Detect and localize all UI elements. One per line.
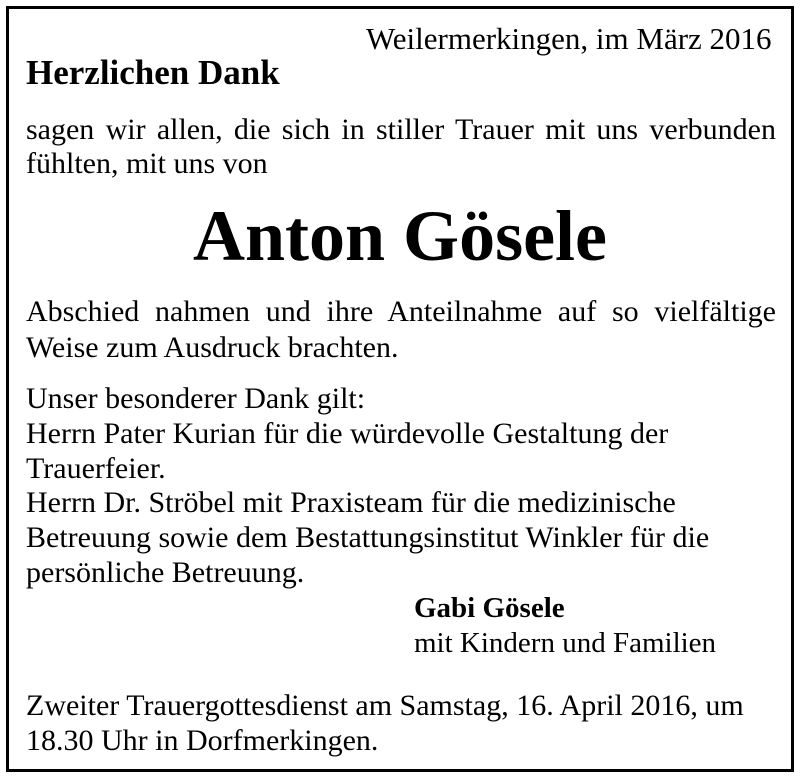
intro-line-2: fühlten, mit uns von: [26, 147, 268, 180]
thanks-line-2: Herrn Pater Kurian für die würdevolle Gestaltung der: [26, 417, 669, 450]
farewell-line-1: Abschied nahmen und ihre Anteilnahme auf so vielfältige: [26, 295, 776, 328]
thanks-line-6: persönliche Betreuung.: [26, 556, 305, 589]
thanks-line-4: Herrn Dr. Ströbel mit Praxisteam für die medizinische: [26, 486, 676, 519]
thanks-line-1: Unser besonderer Dank gilt:: [26, 382, 366, 415]
signature-name: Gabi Gösele: [414, 592, 565, 624]
place-date: Weilermerkingen, im März 2016: [366, 21, 772, 56]
heading-thanks: Herzlichen Dank: [26, 53, 280, 92]
service-line-1: Zweiter Trauergottesdienst am Samstag, 16. April 2016, um: [26, 689, 744, 722]
service-line-2: 18.30 Uhr in Dorfmerkingen.: [26, 724, 379, 757]
deceased-name: Anton Gösele: [193, 196, 607, 276]
intro-line-1: sagen wir allen, die sich in stiller Trauer mit uns verbunden: [26, 113, 776, 146]
thanks-line-3: Trauerfeier.: [26, 452, 166, 485]
signature-subline: mit Kindern und Familien: [414, 627, 717, 659]
thanks-line-5: Betreuung sowie dem Bestattungsinstitut Winkler für die: [26, 521, 710, 554]
farewell-line-2: Weise zum Ausdruck brachten.: [26, 331, 399, 364]
